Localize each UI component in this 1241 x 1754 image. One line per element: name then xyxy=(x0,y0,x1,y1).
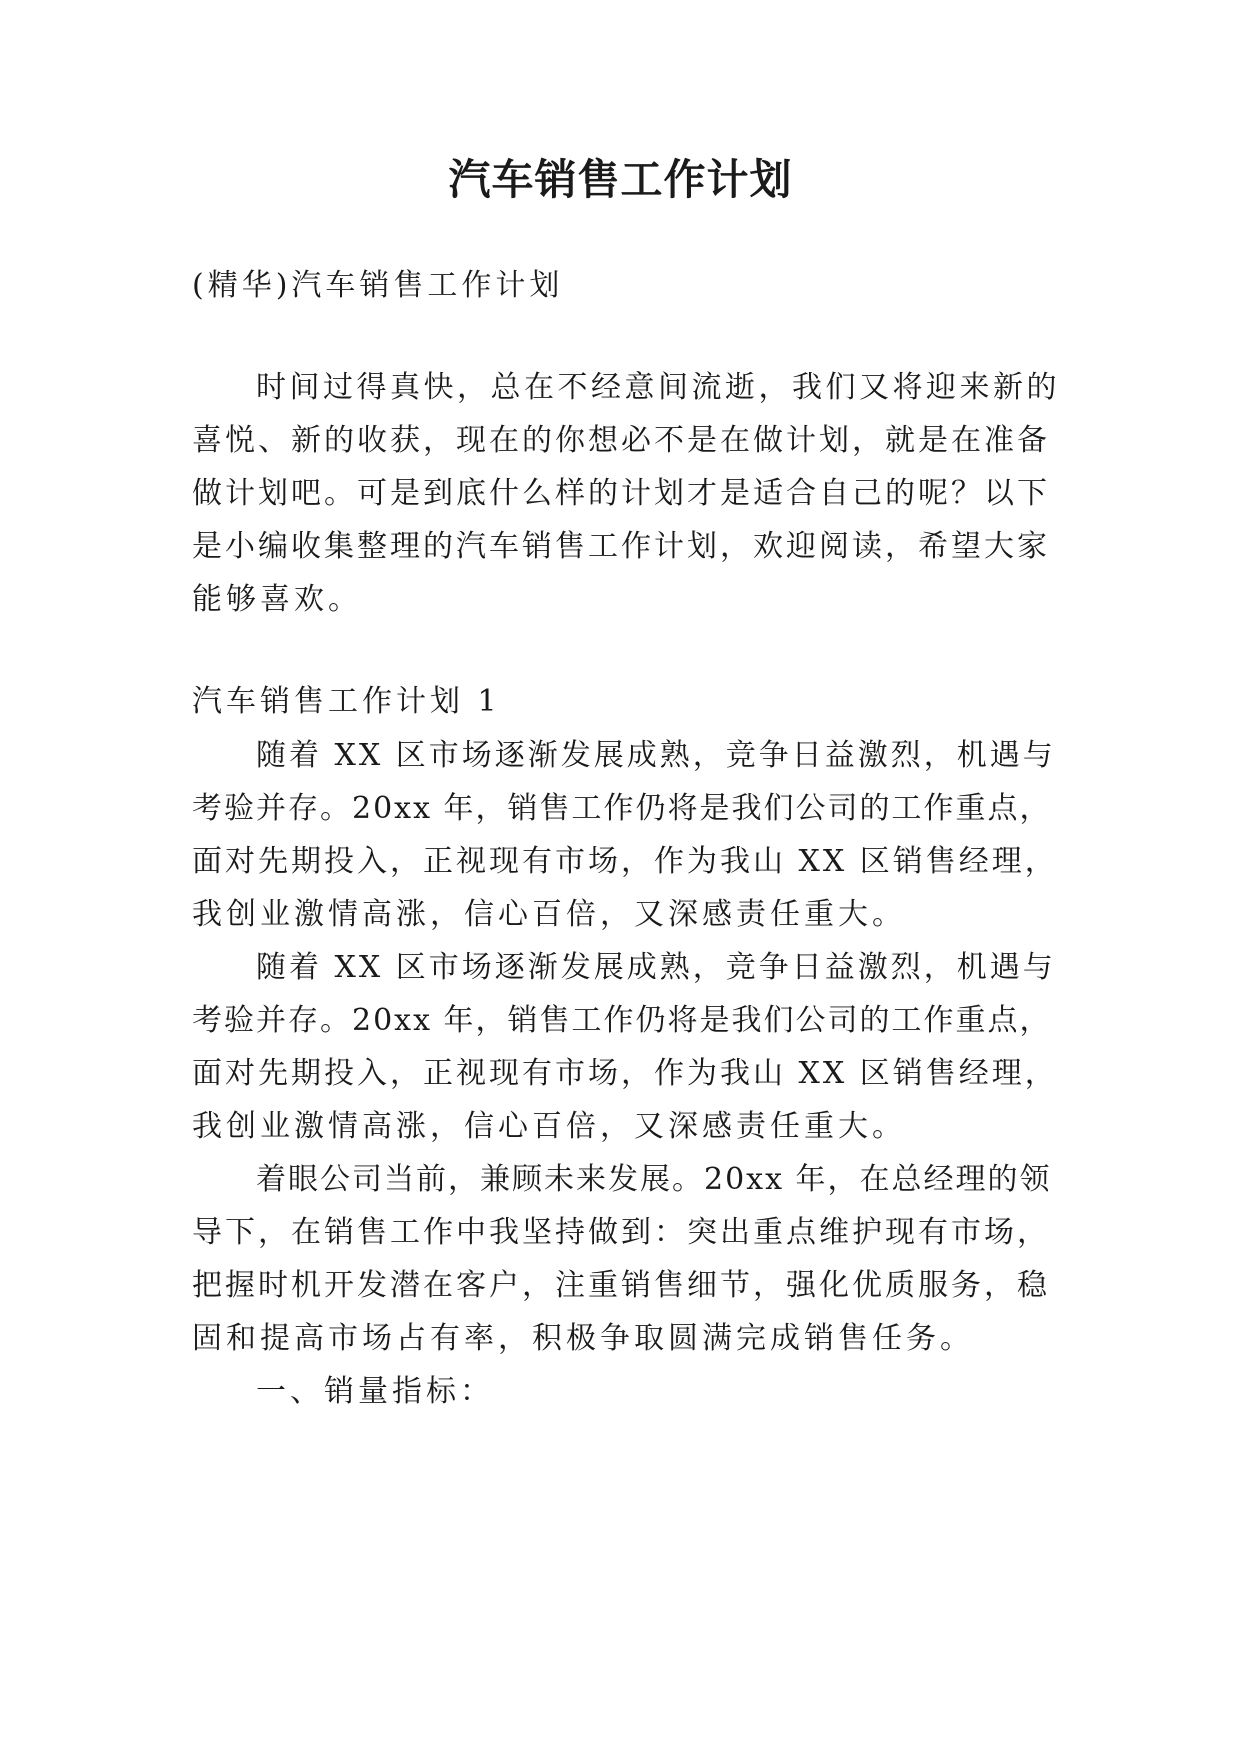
list-item-sales-target: 一、销量指标： xyxy=(256,1374,494,1409)
para1-line-4: 我创业激情高涨，信心百倍，又深感责任重大。 xyxy=(192,897,906,932)
intro-line-4: 是小编收集整理的汽车销售工作计划，欢迎阅读，希望大家 xyxy=(192,529,1050,564)
para3-line-1: 着眼公司当前，兼顾未来发展。20xx 年，在总经理的领 xyxy=(256,1162,1052,1197)
para3-line-4: 固和提高市场占有率，积极争取圆满完成销售任务。 xyxy=(192,1321,974,1356)
intro-line-2: 喜悦、新的收获，现在的你想必不是在做计划，就是在准备 xyxy=(192,423,1050,458)
section-heading: 汽车销售工作计划 1 xyxy=(192,684,501,719)
para1-line-2: 考验并存。20xx 年，销售工作仍将是我们公司的工作重点， xyxy=(192,791,1052,826)
document-title: 汽车销售工作计划 xyxy=(448,155,793,204)
intro-line-3: 做计划吧。可是到底什么样的计划才是适合自己的呢？以下 xyxy=(192,476,1050,511)
para2-line-1: 随着 XX 区市场逐渐发展成熟，竞争日益激烈，机遇与 xyxy=(256,950,1056,985)
para3-line-3: 把握时机开发潜在客户，注重销售细节，强化优质服务，稳 xyxy=(192,1268,1050,1303)
intro-line-1: 时间过得真快，总在不经意间流逝，我们又将迎来新的 xyxy=(256,370,1060,405)
para2-line-3: 面对先期投入，正视现有市场，作为我山 XX 区销售经理， xyxy=(192,1056,1058,1091)
para2-line-4: 我创业激情高涨，信心百倍，又深感责任重大。 xyxy=(192,1109,906,1144)
para3-line-2: 导下，在销售工作中我坚持做到：突出重点维护现有市场， xyxy=(192,1215,1050,1250)
document-subtitle: (精华)汽车销售工作计划 xyxy=(192,268,564,303)
para2-line-2: 考验并存。20xx 年，销售工作仍将是我们公司的工作重点， xyxy=(192,1003,1052,1038)
para1-line-1: 随着 XX 区市场逐渐发展成熟，竞争日益激烈，机遇与 xyxy=(256,738,1056,773)
intro-line-5: 能够喜欢。 xyxy=(192,582,362,617)
para1-line-3: 面对先期投入，正视现有市场，作为我山 XX 区销售经理， xyxy=(192,844,1058,879)
